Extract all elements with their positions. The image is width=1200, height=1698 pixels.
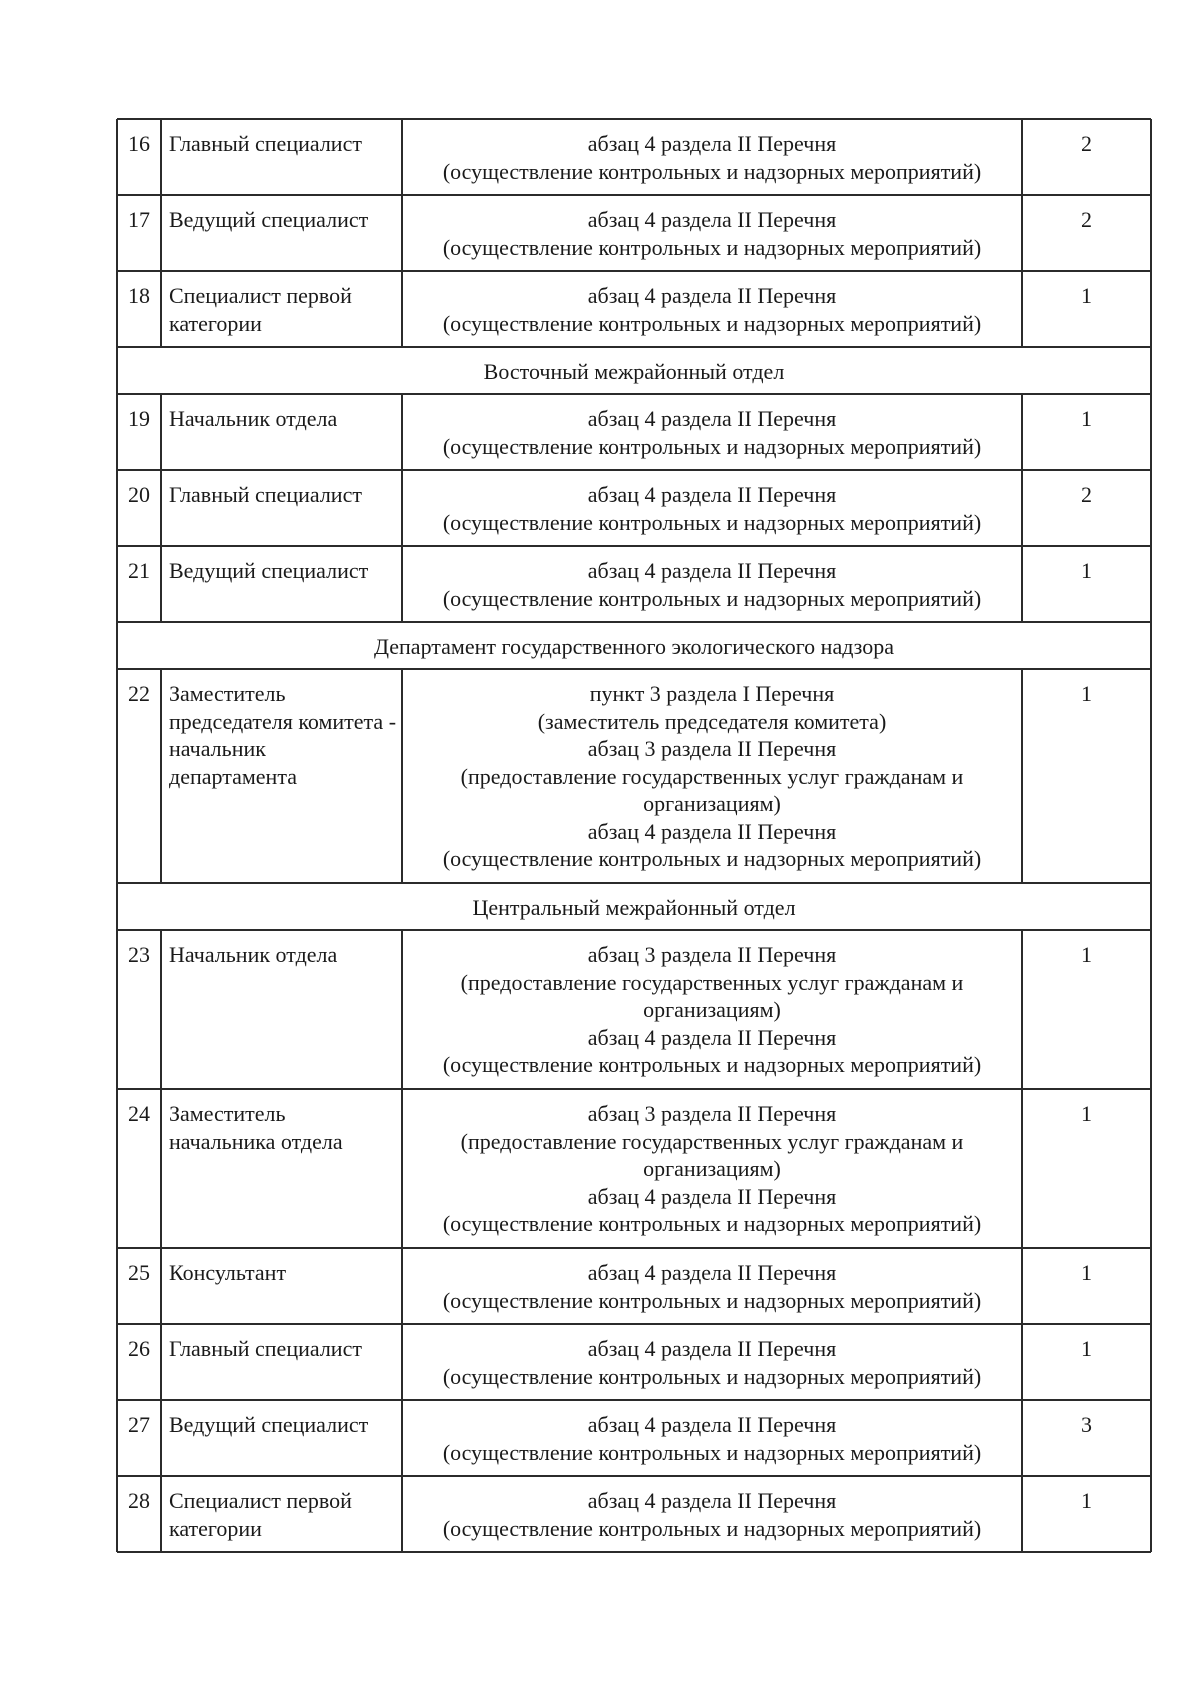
legal-basis <box>402 941 1022 1079</box>
table-column-border <box>160 930 162 1089</box>
table-column-border <box>401 1400 403 1476</box>
position-title: Ведущий специалист <box>169 558 369 583</box>
table-column-border <box>401 195 403 271</box>
table-column-border <box>116 669 118 883</box>
table-column-border <box>1021 930 1023 1089</box>
legal-basis-line: (осуществление контрольных и надзорных мероприятий) <box>442 433 982 459</box>
table-column-border <box>1150 1089 1152 1248</box>
table-column-border <box>160 1476 162 1552</box>
row-number: 16 <box>128 131 150 156</box>
table-column-border <box>1021 470 1023 546</box>
section-heading: Восточный межрайонный отдел <box>483 359 785 384</box>
row-number: 21 <box>128 558 150 583</box>
table-row-border <box>117 393 1151 395</box>
table-column-border <box>1021 394 1023 470</box>
table-row-border <box>117 545 1151 547</box>
legal-basis <box>402 481 1022 536</box>
position-count: 1 <box>1081 558 1092 583</box>
position-title: Главный специалист <box>169 1336 362 1361</box>
table-column-border <box>1021 271 1023 347</box>
table-column-border <box>1150 883 1152 930</box>
table-column-border <box>401 394 403 470</box>
row-number: 24 <box>128 1101 150 1126</box>
table-column-border <box>1150 195 1152 271</box>
legal-basis-line: абзац 4 раздела II Перечня <box>587 558 837 583</box>
legal-basis-line: абзац 4 раздела II Перечня <box>587 1260 837 1285</box>
section-heading: Центральный межрайонный отдел <box>472 895 796 920</box>
legal-basis-line: абзац 4 раздела II Перечня <box>587 207 837 232</box>
position-count: 1 <box>1081 681 1092 706</box>
position-count: 1 <box>1081 1260 1092 1285</box>
legal-basis-line: абзац 4 раздела II Перечня <box>587 1024 837 1050</box>
table-column-border <box>1150 622 1152 669</box>
table-column-border <box>160 546 162 622</box>
position-title: Главный специалист <box>169 131 362 156</box>
row-number: 22 <box>128 681 150 706</box>
position-count: 2 <box>1081 207 1092 232</box>
table-column-border <box>401 1089 403 1248</box>
table-column-border <box>1021 1248 1023 1324</box>
table-column-border <box>1021 669 1023 883</box>
table-column-border <box>160 1324 162 1400</box>
table-column-border <box>116 622 118 669</box>
table-column-border <box>401 470 403 546</box>
table-column-border <box>116 271 118 347</box>
legal-basis <box>402 557 1022 612</box>
legal-basis-line: абзац 4 раздела II Перечня <box>587 1183 837 1209</box>
table-column-border <box>401 1476 403 1552</box>
legal-basis-line: (осуществление контрольных и надзорных мероприятий) <box>442 1439 982 1465</box>
legal-basis-line: пункт 3 раздела I Перечня <box>589 681 835 706</box>
table-column-border <box>1150 1248 1152 1324</box>
table-column-border <box>160 271 162 347</box>
table-column-border <box>401 930 403 1089</box>
table-column-border <box>116 347 118 394</box>
table-column-border <box>160 195 162 271</box>
legal-basis-line: (заместитель председателя комитета) <box>537 708 887 734</box>
legal-basis-line: (осуществление контрольных и надзорных мероприятий) <box>442 1052 982 1077</box>
table-column-border <box>116 1324 118 1400</box>
table-row-border <box>117 1399 1151 1401</box>
table-column-border <box>1021 1324 1023 1400</box>
position-count: 2 <box>1081 131 1092 156</box>
table-column-border <box>116 195 118 271</box>
table-column-border <box>1150 1400 1152 1476</box>
table-column-border <box>1021 195 1023 271</box>
legal-basis-line: (осуществление контрольных и надзорных мероприятий) <box>442 310 982 336</box>
position-count: 2 <box>1081 482 1092 507</box>
position-count: 1 <box>1081 406 1092 431</box>
table-row-border <box>117 1475 1151 1477</box>
legal-basis-line: (предоставление государственных услуг гражданам и <box>460 763 964 789</box>
position-title: Ведущий специалист <box>169 207 369 232</box>
legal-basis-line: абзац 4 раздела II Перечня <box>587 406 837 431</box>
legal-basis <box>402 405 1022 460</box>
position-title: Заместитель начальника отдела <box>169 1101 343 1154</box>
legal-basis-line: абзац 4 раздела II Перечня <box>587 1412 837 1437</box>
table-column-border <box>116 546 118 622</box>
table-column-border <box>401 669 403 883</box>
section-heading: Департамент государственного экологического надзора <box>373 634 895 659</box>
table-column-border <box>1150 669 1152 883</box>
table-column-border <box>160 470 162 546</box>
row-number: 27 <box>128 1412 150 1437</box>
legal-basis-line: абзац 4 раздела II Перечня <box>587 818 837 844</box>
row-number: 23 <box>128 942 150 967</box>
table-row-border <box>117 1247 1151 1249</box>
row-number: 25 <box>128 1260 150 1285</box>
legal-basis-line: (осуществление контрольных и надзорных мероприятий) <box>442 1287 982 1313</box>
row-number: 19 <box>128 406 150 431</box>
position-title: Консультант <box>169 1260 287 1285</box>
legal-basis-line: (осуществление контрольных и надзорных мероприятий) <box>442 846 982 871</box>
legal-basis-line: (предоставление государственных услуг гражданам и <box>460 1128 964 1154</box>
legal-basis <box>402 1487 1022 1542</box>
position-count: 1 <box>1081 283 1092 308</box>
table-row-border <box>117 346 1151 348</box>
table-column-border <box>1150 1476 1152 1552</box>
legal-basis-line: абзац 4 раздела II Перечня <box>587 482 837 507</box>
table-column-border <box>160 394 162 470</box>
table-column-border <box>160 1400 162 1476</box>
table-column-border <box>160 1248 162 1324</box>
legal-basis-line: абзац 3 раздела II Перечня <box>587 736 837 761</box>
legal-basis-line: абзац 3 раздела II Перечня <box>587 1101 837 1126</box>
staff-position-table <box>117 119 1151 1574</box>
position-title: Специалист первой категории <box>169 283 352 336</box>
table-row-border <box>117 668 1151 670</box>
table-row-border <box>117 929 1151 931</box>
table-column-border <box>401 271 403 347</box>
legal-basis-line: абзац 4 раздела II Перечня <box>587 1336 837 1361</box>
table-column-border <box>1150 470 1152 546</box>
row-number: 20 <box>128 482 150 507</box>
table-column-border <box>116 470 118 546</box>
table-column-border <box>1150 546 1152 622</box>
position-title: Ведущий специалист <box>169 1412 369 1437</box>
legal-basis-line: (осуществление контрольных и надзорных мероприятий) <box>442 1211 982 1236</box>
legal-basis-line: (осуществление контрольных и надзорных мероприятий) <box>442 234 982 260</box>
table-row-border <box>117 118 1151 120</box>
legal-basis <box>402 1259 1022 1314</box>
legal-basis-line: организациям) <box>643 997 781 1022</box>
position-count: 1 <box>1081 1488 1092 1513</box>
legal-basis-line: организациям) <box>643 791 781 816</box>
position-title: Специалист первой категории <box>169 1488 352 1541</box>
legal-basis <box>402 206 1022 261</box>
legal-basis <box>402 680 1022 873</box>
legal-basis-line: абзац 4 раздела II Перечня <box>587 283 837 308</box>
table-column-border <box>1150 271 1152 347</box>
table-column-border <box>1150 1324 1152 1400</box>
legal-basis-line: (осуществление контрольных и надзорных мероприятий) <box>442 1515 982 1541</box>
legal-basis-line: (осуществление контрольных и надзорных мероприятий) <box>442 1363 982 1389</box>
legal-basis-line: абзац 4 раздела II Перечня <box>587 1488 837 1513</box>
table-column-border <box>116 1248 118 1324</box>
legal-basis <box>402 1335 1022 1390</box>
table-column-border <box>160 119 162 195</box>
position-title: Главный специалист <box>169 482 362 507</box>
legal-basis-line: (осуществление контрольных и надзорных мероприятий) <box>442 585 982 611</box>
table-column-border <box>160 669 162 883</box>
table-column-border <box>116 394 118 470</box>
position-count: 1 <box>1081 1101 1092 1126</box>
table-row-border <box>117 621 1151 623</box>
table-column-border <box>1021 119 1023 195</box>
legal-basis <box>402 282 1022 337</box>
table-column-border <box>116 1089 118 1248</box>
row-number: 18 <box>128 283 150 308</box>
table-column-border <box>1021 1400 1023 1476</box>
row-number: 17 <box>128 207 150 232</box>
table-column-border <box>116 883 118 930</box>
position-count: 3 <box>1081 1412 1092 1437</box>
table-row-border <box>117 1551 1151 1553</box>
table-column-border <box>116 1400 118 1476</box>
position-count: 1 <box>1081 1336 1092 1361</box>
table-row-border <box>117 270 1151 272</box>
position-count: 1 <box>1081 942 1092 967</box>
table-column-border <box>1021 1089 1023 1248</box>
position-title: Начальник отдела <box>169 942 338 967</box>
table-column-border <box>401 546 403 622</box>
table-row-border <box>117 194 1151 196</box>
legal-basis-line: абзац 4 раздела II Перечня <box>587 131 837 156</box>
table-column-border <box>116 930 118 1089</box>
table-row-border <box>117 882 1151 884</box>
position-title: Начальник отдела <box>169 406 338 431</box>
row-number: 26 <box>128 1336 150 1361</box>
legal-basis <box>402 1100 1022 1238</box>
table-column-border <box>401 1324 403 1400</box>
table-column-border <box>116 119 118 195</box>
position-title: Заместитель председателя комитета - начальник департамента <box>169 681 397 789</box>
table-column-border <box>160 1089 162 1248</box>
legal-basis-line: (предоставление государственных услуг гражданам и <box>460 969 964 995</box>
table-row-border <box>117 1088 1151 1090</box>
table-column-border <box>1150 119 1152 195</box>
table-column-border <box>1021 546 1023 622</box>
table-column-border <box>1150 930 1152 1089</box>
table-row-border <box>117 469 1151 471</box>
legal-basis-line: организациям) <box>643 1156 781 1181</box>
legal-basis <box>402 130 1022 185</box>
table-column-border <box>1150 394 1152 470</box>
legal-basis <box>402 1411 1022 1466</box>
table-column-border <box>1150 347 1152 394</box>
legal-basis-line: (осуществление контрольных и надзорных мероприятий) <box>442 158 982 184</box>
legal-basis-line: абзац 3 раздела II Перечня <box>587 942 837 967</box>
table-column-border <box>401 119 403 195</box>
table-column-border <box>401 1248 403 1324</box>
table-column-border <box>1021 1476 1023 1552</box>
table-column-border <box>116 1476 118 1552</box>
row-number: 28 <box>128 1488 150 1513</box>
table-row-border <box>117 1323 1151 1325</box>
legal-basis-line: (осуществление контрольных и надзорных мероприятий) <box>442 509 982 535</box>
